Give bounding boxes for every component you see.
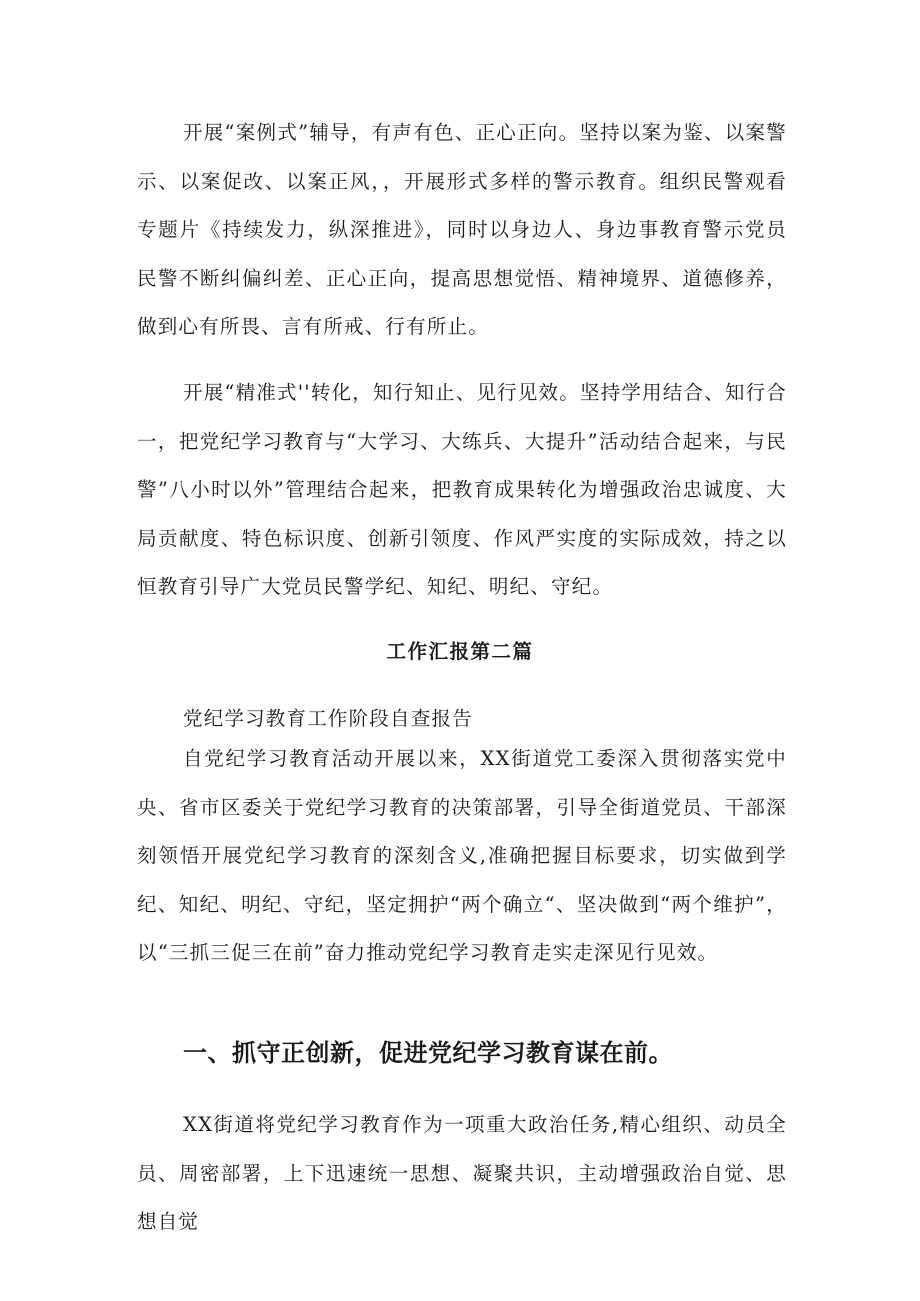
chapter-title: 工作汇报第二篇 [386,640,534,663]
paragraph-case-guidance: 开展“案例式”辅导，有声有色、正心正向。坚持以案为鉴、以案警示、以案促改、以案正风，，开展形式多样的警示教育。组织民警观看专题片《持续发力，纵深推进》，同时以身边人、身边事教育警示党员民警不断纠偏纠差、正心正向，提高思想觉悟、精神境界、道德修养，做到心有所畏、言有所戒、行有所止。 [137,121,787,338]
paragraph-section-one-body: XX街道将党纪学习教育作为一项重大政治任务,精心组织、动员全员、周密部署，上下迅速统一思想、凝聚共识，主动增强政治自觉、思想自觉 [137,1113,787,1233]
paragraph-report-intro: 自党纪学习教育活动开展以来，XX街道党工委深入贯彻落实党中央、省市区委关于党纪学习教育的决策部署，引导全街道党员、干部深刻领悟开展党纪学习教育的深刻含义,准确把握目标要求，切实做到学纪、知纪、明纪、守纪，坚定拥护“两个确立“、坚决做到“两个维护”，以“三抓三促三在前”奋力推动党纪学习教育走实走深见行见效。 [137,747,787,964]
paragraph-precise-transformation: 开展“精准式''转化，知行知止、见行见效。坚持学用结合、知行合一，把党纪学习教育与“大学习、大练兵、大提升”活动结合起来，与民警”八小时以外”管理结合起来，把教育成果转化为增强政治忠诚度、大局贡献度、特色标识度、创新引领度、作风严实度的实际成效，持之以恒教育引导广大党员民警学纪、知纪、明纪、守纪。 [137,381,787,598]
section-one-heading: 一、抓守正创新，促进党纪学习教育谋在前。 [183,1039,673,1067]
report-title: 党纪学习教育工作阶段自查报告 [183,707,473,730]
